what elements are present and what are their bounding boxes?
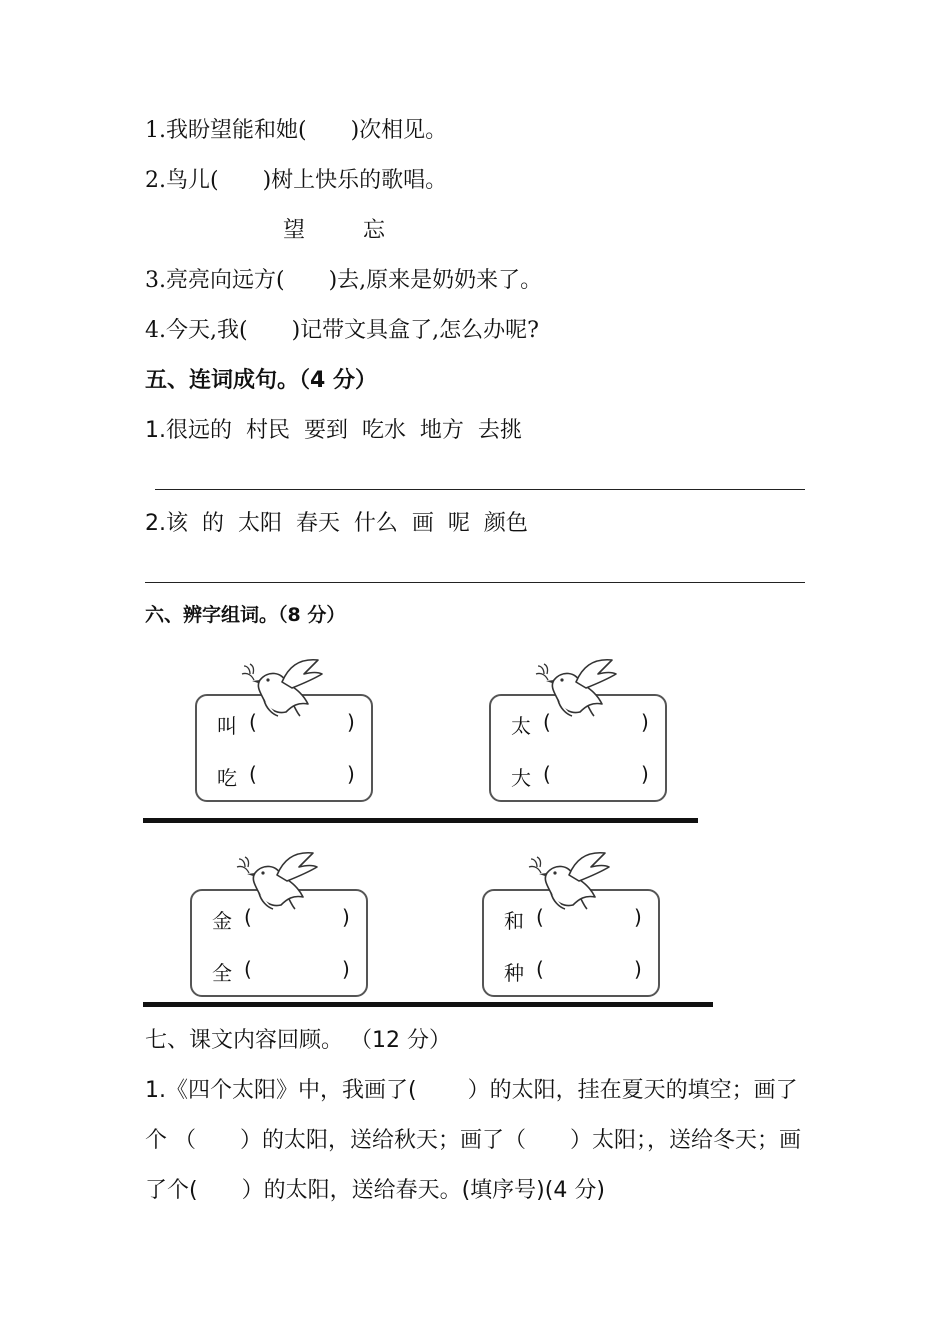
question-4-2: 2.鸟儿( )树上快乐的歌唱。 (145, 168, 448, 193)
question-5-2: 2.该 的 太阳 春天 什么 画 呢 颜色 (145, 511, 528, 536)
divider-bar (143, 1002, 713, 1007)
open-paren[interactable]: ( (536, 957, 544, 981)
divider-bar (143, 818, 698, 823)
close-paren: ) (342, 905, 350, 929)
answer-line-5-2[interactable] (145, 582, 805, 583)
char-3a: 金 (212, 909, 232, 933)
question-7-line-1: 1.《四个太阳》中，我画了( ）的太阳，挂在夏天的填空；画了 (145, 1078, 798, 1103)
choice-word-1: 望 (283, 218, 306, 243)
close-paren: ) (634, 957, 642, 981)
answer-line-5-1[interactable] (155, 489, 805, 490)
question-7-line-2: 个 （ ）的太阳，送给秋天；画了（ ）太阳；，送给冬天；画 (145, 1128, 801, 1153)
close-paren: ) (641, 762, 649, 786)
char-4a: 和 (504, 909, 524, 933)
open-paren[interactable]: ( (244, 957, 252, 981)
question-5-1: 1.很远的 村民 要到 吃水 地方 去挑 (145, 418, 522, 443)
dove-icon (532, 652, 622, 718)
question-4-3: 3.亮亮向远方( )去,原来是奶奶来了。 (145, 268, 543, 293)
char-1a: 叫 (217, 714, 237, 738)
section-7-title: 七、课文内容回顾。 （12 分） (145, 1028, 451, 1053)
open-paren[interactable]: ( (543, 762, 551, 786)
close-paren: ) (342, 957, 350, 981)
open-paren[interactable]: ( (249, 762, 257, 786)
char-1b: 吃 (217, 766, 237, 790)
close-paren: ) (347, 762, 355, 786)
section-6-title: 六、辨字组词。（8 分） (145, 604, 346, 626)
question-7-line-3: 了个( ）的太阳，送给春天。(填序号)(4 分) (145, 1178, 605, 1203)
section-5-title: 五、连词成句。（4 分） (145, 368, 377, 393)
open-paren[interactable]: ( (536, 905, 544, 929)
close-paren: ) (641, 710, 649, 734)
open-paren[interactable]: ( (249, 710, 257, 734)
open-paren[interactable]: ( (244, 905, 252, 929)
char-4b: 种 (504, 961, 524, 985)
char-3b: 全 (212, 961, 232, 985)
open-paren[interactable]: ( (543, 710, 551, 734)
close-paren: ) (347, 710, 355, 734)
choice-word-2: 忘 (363, 218, 386, 243)
char-2b: 大 (511, 766, 531, 790)
char-2a: 太 (511, 714, 531, 738)
dove-icon (233, 845, 323, 911)
close-paren: ) (634, 905, 642, 929)
dove-icon (525, 845, 615, 911)
dove-icon (238, 652, 328, 718)
question-4-4: 4.今天,我( )记带文具盒了,怎么办呢? (145, 318, 539, 343)
question-4-1: 1.我盼望能和她( )次相见。 (145, 118, 448, 143)
